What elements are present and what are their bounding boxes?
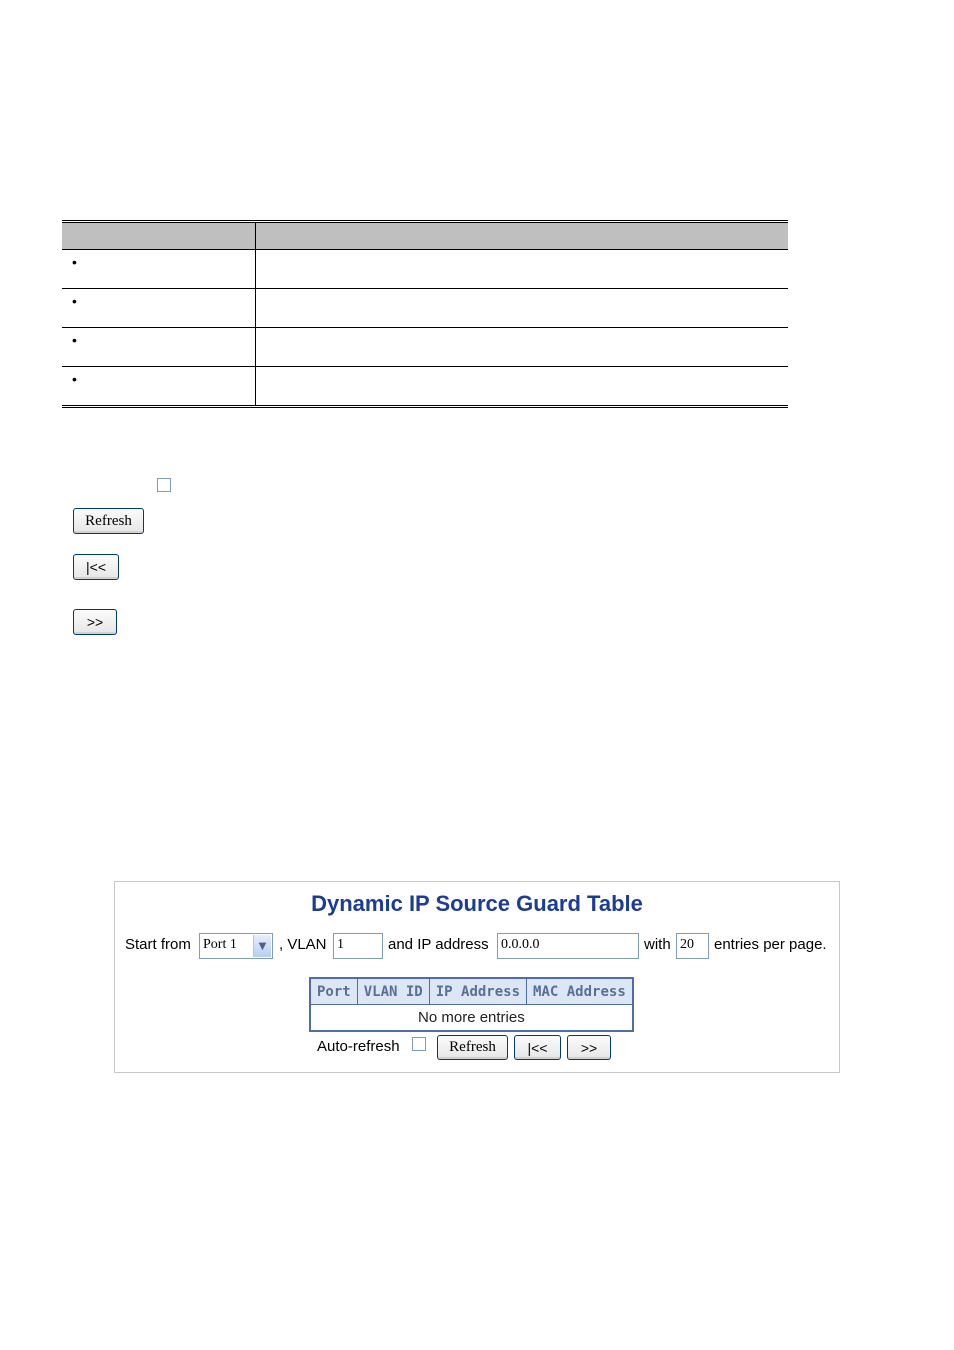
table-row (62, 328, 788, 367)
col-mac-address: MAC Address (527, 978, 633, 1005)
col-vlan-id: VLAN ID (357, 978, 429, 1005)
dynamic-ip-source-guard-panel (114, 881, 840, 1073)
bullet: • (72, 293, 77, 309)
entries-table (309, 977, 634, 1032)
bullet: • (72, 371, 77, 387)
bullet: • (72, 332, 77, 348)
row-label-cell (62, 367, 256, 407)
entries-per-page-input[interactable]: 20 (676, 933, 709, 959)
parameter-table (62, 220, 788, 408)
with-label: with (644, 936, 671, 953)
port-select-value: Port 1 (203, 937, 237, 952)
col-ip-address: IP Address (429, 978, 526, 1005)
auto-refresh-label: Auto-refresh (317, 1038, 400, 1055)
vlan-label: , VLAN (279, 936, 327, 953)
table-row (62, 250, 788, 289)
col-port: Port (310, 978, 357, 1005)
row-label-cell (62, 250, 256, 289)
first-page-button[interactable]: |<< (73, 554, 119, 580)
port-select[interactable] (199, 933, 273, 959)
table-row (62, 367, 788, 407)
ip-address-input[interactable]: 0.0.0.0 (497, 933, 639, 959)
parameter-table-header (62, 222, 788, 250)
refresh-button[interactable]: Refresh (73, 508, 144, 534)
header-object (62, 222, 256, 250)
row-label-cell (62, 289, 256, 328)
auto-refresh-checkbox[interactable] (412, 1037, 426, 1051)
vlan-input[interactable]: 1 (333, 933, 383, 959)
header-description (256, 222, 789, 250)
row-description (256, 289, 789, 328)
start-from-label: Start from (125, 936, 191, 953)
next-page-button[interactable]: >> (567, 1035, 611, 1060)
empty-message: No more entries (310, 1005, 633, 1032)
table-row (310, 1005, 633, 1032)
entries-table-header (310, 978, 633, 1005)
chevron-down-icon[interactable]: ▼ (253, 935, 271, 957)
first-page-button[interactable]: |<< (514, 1035, 561, 1060)
page-title: Dynamic IP Source Guard Table (311, 891, 643, 916)
refresh-button[interactable]: Refresh (437, 1035, 508, 1060)
table-row (62, 289, 788, 328)
row-label-cell (62, 328, 256, 367)
row-description (256, 250, 789, 289)
entries-per-page-label: entries per page. (714, 936, 827, 953)
row-description (256, 367, 789, 407)
ip-address-label: and IP address (388, 936, 489, 953)
row-description (256, 328, 789, 367)
auto-refresh-checkbox[interactable] (157, 478, 171, 492)
bullet: • (72, 254, 77, 270)
next-page-button[interactable]: >> (73, 609, 117, 635)
